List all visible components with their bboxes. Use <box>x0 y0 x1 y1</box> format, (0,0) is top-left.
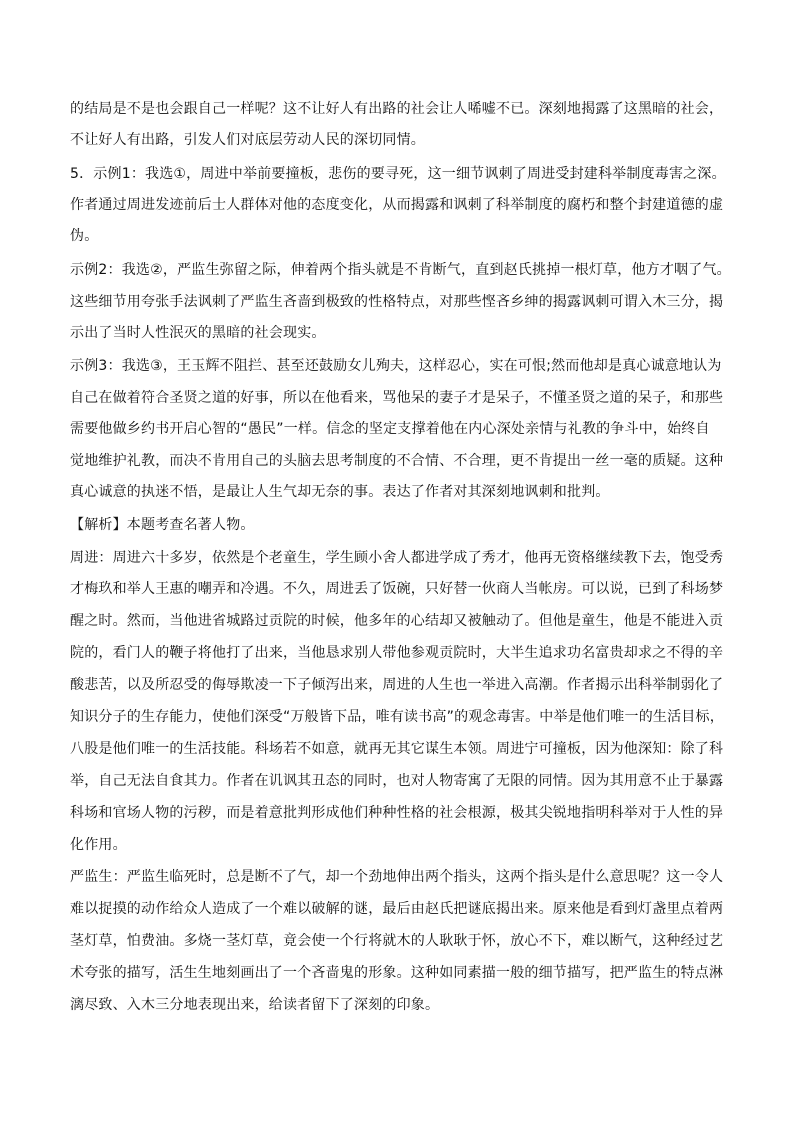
text-line: 示例2：我选②，严监生弥留之际，伸着两个指头就是不肯断气，直到赵氏挑掉一根灯草，他方才咽了气。 <box>70 262 731 278</box>
text-line: 术夸张的描写，活生生地刻画出了一个吝啬鬼的形象。这种如同素描一般的细节描写，把严监生的特点淋 <box>70 965 724 981</box>
text-line: 醒之时。然而，当他进省城路过贡院的时候，他多年的心结却又被触动了。但他是童生，他是不能进入贡 <box>70 613 724 629</box>
text-line: 需要他做乡约书开启心智的“愚民”一样。信念的坚定支撑着他在内心深处亲情与礼教的争斗中，始终自 <box>70 421 710 437</box>
text-line: 茎灯草，怕费油。多烧一茎灯草，竟会使一个行将就木的人耿耿于怀，放心不下，难以断气，这种经过艺 <box>70 933 724 949</box>
text-line: 举，自己无法自食其力。作者在讥讽其丑态的同时，也对人物寄寓了无限的同情。因为其用意不止于暴露 <box>70 773 724 789</box>
text-line: 漓尽致、入木三分地表现出来，给读者留下了深刻的印象。 <box>70 997 440 1013</box>
text-line: 才梅玖和举人王惠的嘲弄和冷遇。不久，周进丢了饭碗，只好替一伙商人当帐房。可以说，已到了科场梦 <box>70 581 724 597</box>
text-line: 院的，看门人的鞭子将他打了出来，当他恳求别人带他参观贡院时，大半生追求功名富贵却求之不得的辛 <box>70 645 724 661</box>
text-line: 严监生：严监生临死时，总是断不了气，却一个劲地伸出两个指头，这两个指头是什么意思呢？这一令人 <box>70 869 724 885</box>
text-line: 八股是他们唯一的生活技能。科场若不如意，就再无其它谋生本领。周进宁可撞板，因为他深知：除了科 <box>70 741 724 757</box>
text-line: 这些细节用夸张手法讽刺了严监生吝啬到极致的性格特点，对那些悭吝乡绅的揭露讽刺可谓入木三分，揭 <box>70 294 724 310</box>
text-line: 自己在做着符合圣贤之道的好事，所以在他看来，骂他呆的妻子才是呆子，不懂圣贤之道的呆子，和那些 <box>70 390 724 406</box>
text-line: 伪。 <box>70 228 99 244</box>
text-line: 5．示例1：我选①，周进中举前要撞板，悲伤的要寻死，这一细节讽刺了周进受封建科举制度毒害之深。 <box>70 166 726 182</box>
text-line: 觉地维护礼教，而决不肯用自己的头脑去思考制度的不合情、不合理，更不肯提出一丝一毫的质疑。这种 <box>70 453 724 469</box>
text-line: 科场和官场人物的污秽，而是着意批判形成他们种种性格的社会根源，极其尖锐地指明科举对于人性的异 <box>70 805 724 821</box>
text-line: 作者通过周进发迹前后士人群体对他的态度变化，从而揭露和讽刺了科举制度的腐朽和整个封建道德的虚 <box>70 197 724 213</box>
text-line: 示出了当时人性泯灭的黑暗的社会现实。 <box>70 325 326 341</box>
text-line: 真心诚意的执迷不悟，是最让人生气却无奈的事。表达了作者对其深刻地讽刺和批判。 <box>70 484 610 500</box>
text-line: 化作用。 <box>70 837 127 853</box>
analysis-heading: 【解析】本题考查名著人物。 <box>70 517 255 533</box>
text-line: 知识分子的生存能力，使他们深受“万般皆下品，唯有读书高”的观念毒害。中举是他们唯一的生活目标， <box>70 709 724 725</box>
text-line: 示例3：我选③，王玉辉不阻拦、甚至还鼓励女儿殉夫，这样忍心，实在可恨;然而他却是真心诚意地认为 <box>70 358 722 374</box>
text-line: 周进：周进六十多岁，依然是个老童生，学生顾小舍人都进学成了秀才，他再无资格继续教下去，饱受秀 <box>70 550 724 566</box>
text-line: 难以捉摸的动作给众人造成了一个难以破解的谜，最后由赵氏把谜底揭出来。原来他是看到灯盏里点着两 <box>70 901 724 917</box>
text-line: 酸悲苦，以及所忍受的侮辱欺凌一下子倾泻出来，周进的人生也一举进入高潮。作者揭示出科举制弱化了 <box>70 677 724 693</box>
text-line: 不让好人有出路，引发人们对底层劳动人民的深切同情。 <box>70 132 425 148</box>
text-line: 的结局是不是也会跟自己一样呢？这不让好人有出路的社会让人唏嘘不已。深刻地揭露了这黑暗的社会， <box>70 101 724 117</box>
